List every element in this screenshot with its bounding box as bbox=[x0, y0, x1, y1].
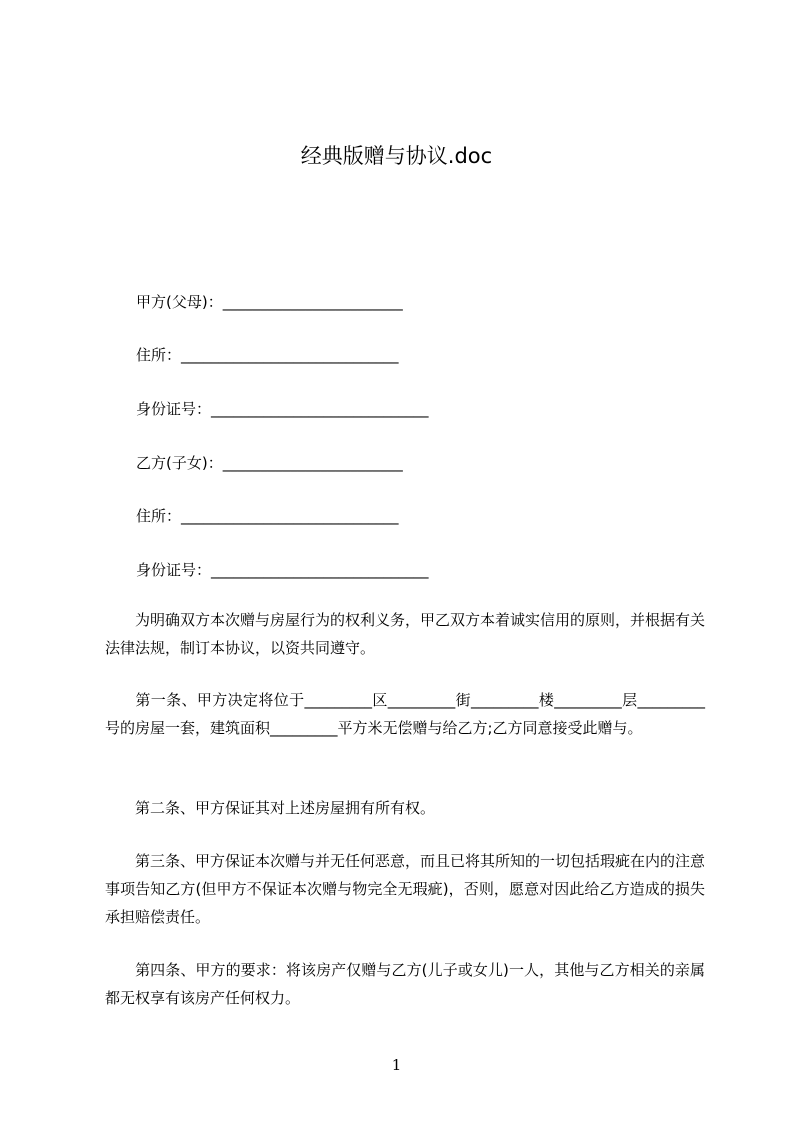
party-b-name-field: 乙方(子女)：________________________ bbox=[136, 454, 403, 472]
article-one-text: 第一条、甲方决定将位于_________区_________街_________楼_________层_________号的房屋一套，建筑面积_________平方米无偿赠与给乙方;乙方同意接受此赠与。 bbox=[105, 691, 705, 737]
article-four-paragraph bbox=[105, 956, 705, 1012]
party-a-name-field: 甲方(父母)：________________________ bbox=[136, 293, 403, 311]
party-b-address-field: 住所：_____________________________ bbox=[136, 507, 399, 525]
article-three-text: 第三条、甲方保证本次赠与并无任何恶意，而且已将其所知的一切包括瑕疵在内的注意事项告知乙方(但甲方不保证本次赠与物完全无瑕疵)，否则，愿意对因此给乙方造成的损失承担赔偿责任。 bbox=[105, 852, 706, 926]
party-a-id-field: 身份证号：_____________________________ bbox=[136, 400, 429, 418]
article-two-text: 第二条、甲方保证其对上述房屋拥有所有权。 bbox=[135, 799, 436, 817]
page-number: 1 bbox=[391, 1056, 402, 1074]
preamble-paragraph bbox=[105, 606, 705, 662]
party-a-address-field: 住所：_____________________________ bbox=[136, 346, 399, 364]
preamble-text: 为明确双方本次赠与房屋行为的权利义务，甲乙双方本着诚实信用的原则，并根据有关法律法规，制订本协议，以资共同遵守。 bbox=[105, 611, 706, 657]
party-b-id-field: 身份证号：_____________________________ bbox=[136, 561, 429, 579]
article-three-paragraph bbox=[105, 847, 705, 931]
article-two-paragraph bbox=[105, 794, 705, 822]
document-title: 经典版赠与协议.doc bbox=[300, 144, 493, 168]
article-four-text: 第四条、甲方的要求：将该房产仅赠与乙方(儿子或女儿)一人，其他与乙方相关的亲属都无权享有该房产任何权力。 bbox=[105, 961, 705, 1007]
article-one-paragraph bbox=[105, 686, 705, 742]
